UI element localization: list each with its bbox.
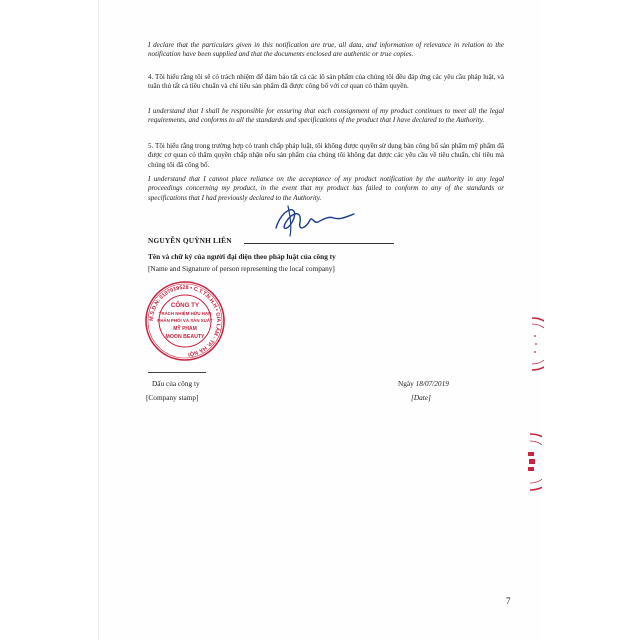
stamp-line-4: MỸ PHẨM [173,326,197,332]
stamp-line-2: TRÁCH NHIỆM HỮU HẠN [158,311,212,316]
edge-stamp-partial-bottom [518,432,542,492]
date-value: 18/07/2019 [415,379,449,388]
paragraph-4-english: I understand that I shall be responsible for ensuring that each consignment of my product continues to meet all the legal requirements, and conforms to all the standards and specifications of the product that I have declared to the Authority. [148,107,504,125]
stamp-line-3: PHÂN PHỐI VÀ SẢN XUẤT [157,318,213,323]
signature-caption-english: [Name and Signature of person representing the local company] [148,264,335,273]
stamp-line-5: MOON BEAUTY [165,334,205,340]
paragraph-5-vietnamese: 5. Tôi hiểu rằng trong trường hợp có tranh chấp pháp luật, tôi không được quyền sử dụng bản công bố sản phẩm mỹ phẩm đã được cơ quan có thẩm quyền chấp nhận nếu sản phẩm của chúng tôi không đạt được các yêu cầu về tiêu chuẩn, chỉ tiêu mà chúng tôi đã công bố. [148,142,504,169]
date-line [398,379,449,388]
signature-caption-vietnamese: Tên và chữ ký của người đại diện theo pháp luật của công ty [148,252,336,261]
paragraph-4-vietnamese: 4. Tôi hiểu rằng tôi sẽ có trách nhiệm để đảm bảo tất cả các lô sản phẩm của chúng tôi đều đáp ứng các yêu cầu pháp luật, và tuân thủ tất cả tiêu chuẩn và chỉ tiêu sản phẩm đã được công bố với cơ quan có thẩm quyền. [148,73,504,91]
page-number: 7 [506,596,511,606]
date-label: [Date] [411,393,431,402]
signatory-name: NGUYỄN QUỲNH LIÊN [148,236,232,245]
paragraph-3-english: I declare that the particulars given in this notification are true, all data, and information of relevance in relation to the notification have been supplied and that the documents enclosed are authentic or true copies. [148,41,504,59]
stamp-label-vietnamese: Dấu của công ty [152,379,200,388]
company-stamp [144,280,226,362]
handwritten-signature [268,202,358,240]
stamp-label-english: [Company stamp] [146,393,199,402]
paragraph-5-english: I understand that I cannot place reliance on the acceptance of my product notification by the authority in any legal proceedings concerning my product, in the event that my product has failed to conform to any of the standards or specifications that I had previously declared to the Authority. [148,175,504,202]
edge-stamp-partial-top [522,316,544,372]
stamp-line-1: CÔNG TY [170,302,200,309]
stamp-ring-text: M.S.D.N: 0107019528 • C.T.T.N.H.H • GIA LÂM - TP. HÀ NỘI [148,284,222,357]
signature-line [244,243,394,244]
date-prefix: Ngày [398,379,414,388]
stamp-underline [148,372,206,373]
